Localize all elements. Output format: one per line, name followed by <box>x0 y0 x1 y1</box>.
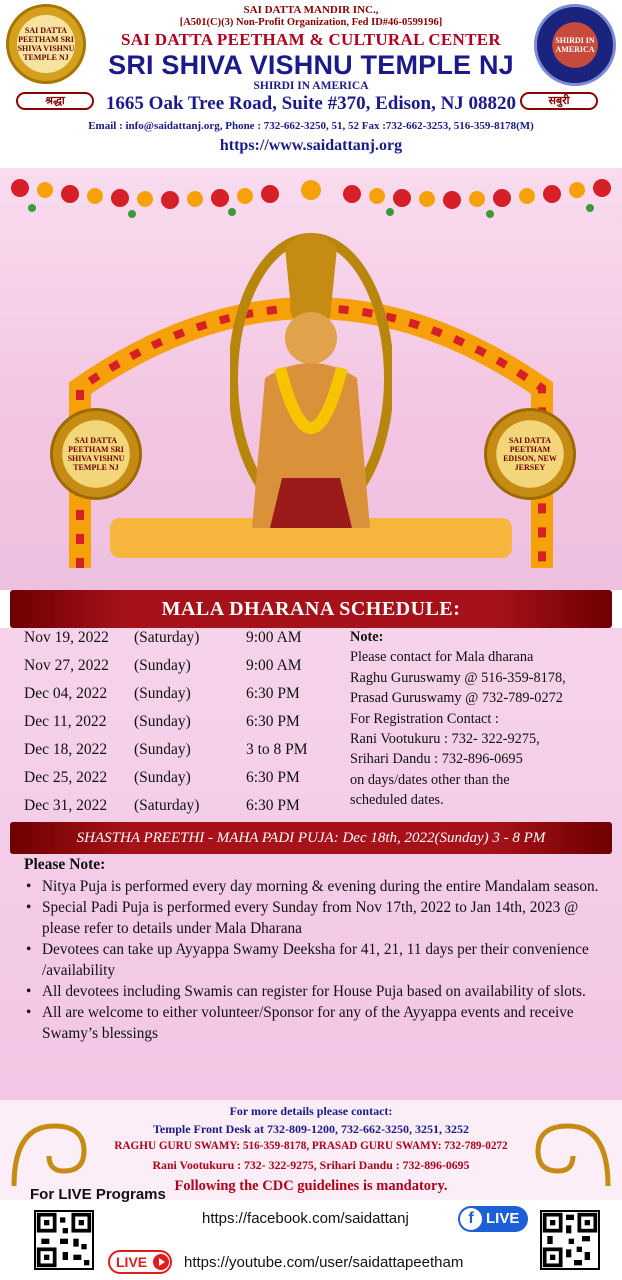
schedule-day: (Sunday) <box>134 769 191 786</box>
note-line: on days/dates other than the <box>350 771 510 788</box>
schedule-date: Nov 19, 2022 <box>24 629 109 646</box>
qr-code-icon[interactable] <box>34 1210 94 1270</box>
live-programs-heading: For LIVE Programs <box>30 1186 166 1203</box>
shraddha-tag: श्रद्धा <box>16 92 94 110</box>
schedule-day: (Saturday) <box>134 629 200 646</box>
shirdi-subtitle: SHIRDI IN AMERICA <box>253 80 369 92</box>
schedule-title: MALA DHARANA SCHEDULE: <box>10 590 612 628</box>
youtube-live-label: LIVE <box>116 1254 148 1270</box>
note-line: For Registration Contact : <box>350 710 499 727</box>
org-name: SAI DATTA MANDIR INC., <box>243 4 379 16</box>
schedule-day: (Sunday) <box>134 657 191 674</box>
schedule-day: (Sunday) <box>134 685 191 702</box>
facebook-icon: f <box>460 1208 482 1230</box>
qr-code-icon[interactable] <box>540 1210 600 1270</box>
facebook-live-badge[interactable] <box>458 1206 528 1232</box>
schedule-time: 9:00 AM <box>246 657 302 674</box>
guru-swamy-line: RAGHU GURU SWAMY: 516-359-8178, PRASAD GURU SWAMY: 732-789-0272 <box>114 1140 508 1152</box>
saburi-tag: सबुरी <box>520 92 598 110</box>
padi-puja-banner: SHASTHA PREETHI - MAHA PADI PUJA: Dec 18th, 2022(Sunday) 3 - 8 PM <box>10 822 612 854</box>
flower-garland-top <box>0 168 622 228</box>
schedule-note <box>350 627 612 811</box>
cdc-notice: Following the CDC guidelines is mandatory. <box>174 1178 448 1194</box>
facebook-live-label: LIVE <box>486 1210 520 1227</box>
hero-image <box>0 168 622 590</box>
schedule-time: 6:30 PM <box>246 685 300 702</box>
schedule-date: Dec 25, 2022 <box>24 769 108 786</box>
please-note-list <box>24 876 608 1044</box>
facebook-link[interactable]: https://facebook.com/saidattanj <box>202 1210 409 1227</box>
schedule-time: 6:30 PM <box>246 769 300 786</box>
temple-address: 1665 Oak Tree Road, Suite #370, Edison, NJ 08820 <box>105 93 517 114</box>
peetham-name: SAI DATTA PEETHAM & CULTURAL CENTER <box>120 30 501 49</box>
more-details-heading: For more details please contact: <box>229 1104 393 1118</box>
schedule-time: 3 to 8 PM <box>246 741 308 758</box>
youtube-play-icon <box>153 1254 169 1270</box>
schedule-date: Dec 04, 2022 <box>24 685 108 702</box>
schedule-day: (Saturday) <box>134 797 200 814</box>
temple-name: SRI SHIVA VISHNU TEMPLE NJ <box>108 50 514 80</box>
list-item: • All devotees including Swamis can register for House Puja based on availability of slots. <box>24 981 608 1002</box>
schedule-date: Dec 11, 2022 <box>24 713 107 730</box>
schedule-date: Dec 31, 2022 <box>24 797 108 814</box>
edison-peetham-seal-icon <box>484 408 576 500</box>
schedule-day: (Sunday) <box>134 713 191 730</box>
header <box>0 0 622 168</box>
note-line: Prasad Guruswamy @ 732-789-0272 <box>350 690 563 707</box>
schedule-date: Dec 18, 2022 <box>24 741 108 758</box>
list-item: • Special Padi Puja is performed every Sunday from Nov 17th, 2022 to Jan 14th, 2023 @ please refer to details under Mala Dharana <box>24 897 608 939</box>
list-item: • Nitya Puja is performed every day morning & evening during the entire Mandalam season. <box>24 876 608 897</box>
seal-text: SAI DATTA PEETHAM SRI SHIVA VISHNU TEMPLE NJ <box>67 436 125 472</box>
schedule-time: 6:30 PM <box>246 713 300 730</box>
schedule-time: 9:00 AM <box>246 629 302 646</box>
note-line: Raghu Guruswamy @ 516-359-8178, <box>350 669 566 686</box>
schedule-time: 6:30 PM <box>246 797 300 814</box>
seal-text: SAI DATTA PEETHAM EDISON, NEW JERSEY <box>503 436 557 472</box>
note-line: Please contact for Mala dharana <box>350 649 534 666</box>
note-line: Rani Vootukuru : 732- 322-9275, <box>350 731 540 748</box>
schedule-date: Nov 27, 2022 <box>24 657 109 674</box>
seal-text: SHIRDI IN AMERICA <box>555 36 595 54</box>
please-note-heading: Please Note: <box>24 856 106 873</box>
ayyappa-deity-image <box>230 228 392 558</box>
sai-datta-peetham-seal-icon <box>50 408 142 500</box>
nonprofit-line: [A501(C)(3) Non-Profit Organization, Fed ID#46-0599196] <box>179 17 443 28</box>
registration-line: Rani Vootukuru : 732- 322-9275, Srihari Dandu : 732-896-0695 <box>152 1158 470 1172</box>
youtube-link[interactable]: https://youtube.com/user/saidattapeetham <box>184 1254 464 1271</box>
schedule-day: (Sunday) <box>134 741 191 758</box>
youtube-live-badge[interactable] <box>108 1250 172 1274</box>
contact-line: Email : info@saidattanj.org, Phone : 732-662-3250, 51, 52 Fax :732-662-3253, 516-359-8178(M) <box>88 120 534 132</box>
seal-text: SAI DATTA PEETHAM SRI SHIVA VISHNU TEMPLE NJ <box>17 26 75 62</box>
front-desk-line: Temple Front Desk at 732-809-1200, 732-662-3250, 3251, 3252 <box>153 1122 469 1136</box>
note-line: scheduled dates. <box>350 792 444 809</box>
website-link[interactable]: https://www.saidattanj.org <box>219 137 403 154</box>
note-line: Srihari Dandu : 732-896-0695 <box>350 751 523 768</box>
note-heading: Note: <box>350 629 384 645</box>
list-item: • Devotees can take up Ayyappa Swamy Deeksha for 41, 21, 11 days per their convenience /availability <box>24 939 608 981</box>
list-item: • All are welcome to either volunteer/Sponsor for any of the Ayyappa events and receive Swamy’s blessings <box>24 1002 608 1044</box>
contact-section <box>0 1100 622 1200</box>
